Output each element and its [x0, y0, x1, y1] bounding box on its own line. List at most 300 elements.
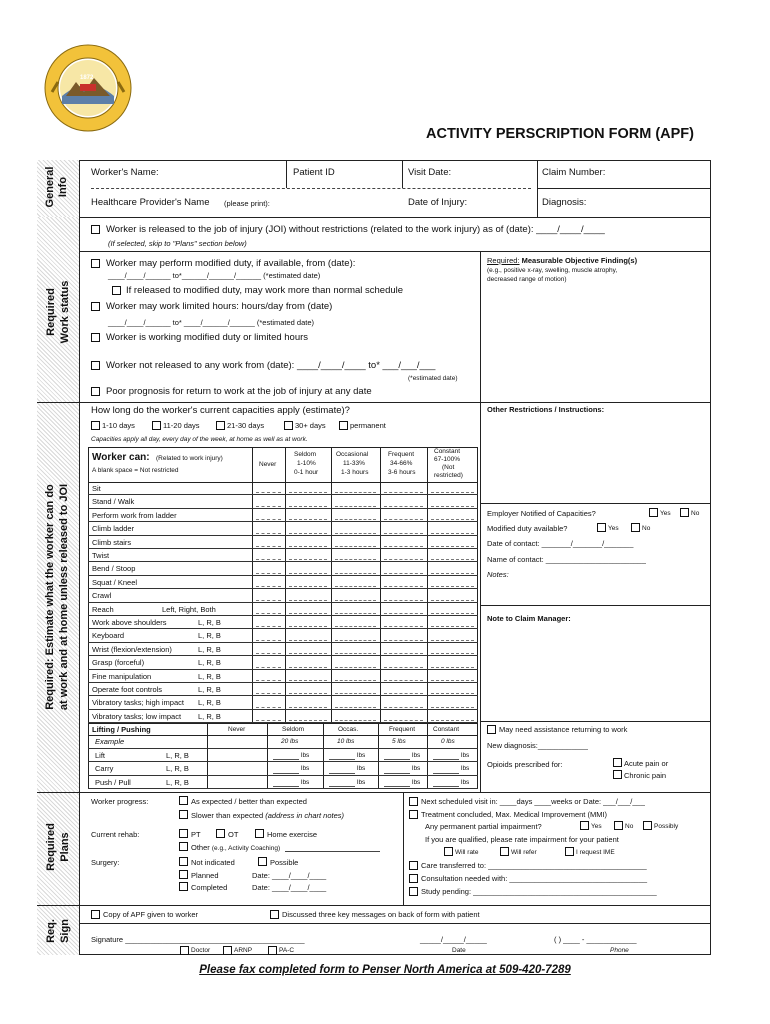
col-seldom-1: Seldom — [294, 451, 317, 458]
lifting-unit: lbs — [412, 751, 421, 759]
capacity-cell[interactable] — [256, 533, 281, 534]
lifting-side: L, R, B — [166, 764, 189, 773]
employer-notified-yes: Yes — [660, 510, 671, 517]
capacity-cell[interactable] — [289, 506, 327, 507]
activity-side: L, R, B — [198, 618, 221, 627]
lifting-weight-field[interactable] — [384, 759, 410, 760]
capacity-cell[interactable] — [384, 519, 423, 520]
capacity-cell[interactable] — [431, 720, 474, 721]
phone-label: Phone — [610, 947, 629, 954]
modified-available-label: Modified duty available? — [487, 524, 568, 533]
capacity-cell[interactable] — [384, 586, 423, 587]
capacity-cell[interactable] — [256, 707, 281, 708]
ppi-possibly: Possibly — [654, 823, 679, 830]
may-need-assistance-text: May need assistance returning to work — [499, 725, 628, 734]
poor-prognosis-text: Poor prognosis for return to work at the job of injury at any date — [106, 386, 372, 397]
will-refer-checkbox[interactable] — [500, 847, 509, 856]
signature-field[interactable]: Signature ___________________________________________ — [91, 935, 305, 944]
lifting-weight-field[interactable] — [433, 759, 459, 760]
col-frequent-3: 3-6 hours — [388, 469, 416, 476]
col-occasional-3: 1-3 hours — [341, 469, 369, 476]
side-band-work-status — [37, 217, 80, 402]
activity-label: Keyboard — [92, 631, 125, 641]
side-band-plans — [37, 792, 80, 905]
capacity-cell[interactable] — [289, 559, 327, 560]
capacity-cell[interactable] — [384, 640, 423, 641]
side-label-work-status-2: Work status — [59, 280, 71, 344]
col-occasional-1: Occasional — [336, 451, 369, 458]
capacity-cell[interactable] — [289, 573, 327, 574]
request-ime-checkbox[interactable] — [565, 847, 574, 856]
home-exercise-label: Home exercise — [267, 830, 318, 839]
employer-notified-label: Employer Notified of Capacities? — [487, 509, 596, 518]
study-pending-text[interactable]: Study pending: ____________________________________________ — [421, 887, 657, 896]
capacity-cell[interactable] — [431, 506, 474, 507]
col-constant-4: restricted) — [434, 472, 463, 479]
capacity-cell[interactable] — [289, 693, 327, 694]
lifting-unit: lbs — [412, 778, 421, 786]
working-modified-checkbox[interactable] — [91, 333, 100, 342]
capacity-cell[interactable] — [431, 573, 474, 574]
capacity-cell[interactable] — [289, 600, 327, 601]
poor-prognosis-checkbox[interactable] — [91, 387, 100, 396]
released-text: Worker is released to the job of injury (JOI) without restrictions (related to the work injury) as of (date): ____/____/____ — [106, 224, 605, 235]
capacity-cell[interactable] — [384, 693, 423, 694]
planned-date[interactable]: Date: ____/____/____ — [252, 871, 327, 880]
capacity-cell[interactable] — [256, 720, 281, 721]
capacity-cell[interactable] — [384, 492, 423, 493]
worker-can-note: (Related to work injury) — [156, 455, 223, 462]
capacity-cell[interactable] — [431, 613, 474, 614]
completed-date[interactable]: Date: ____/____/____ — [252, 883, 327, 892]
capacity-cell[interactable] — [384, 626, 423, 627]
employer-notified-no-checkbox[interactable] — [680, 508, 689, 517]
workers-name-field[interactable] — [91, 188, 531, 189]
capacity-cell[interactable] — [335, 640, 376, 641]
colville-tribes-seal-logo — [44, 44, 132, 132]
lifting-weight-field[interactable] — [384, 773, 410, 774]
other-rehab-checkbox[interactable] — [179, 842, 188, 851]
doctor-label: Doctor — [191, 947, 211, 954]
completed-label: Completed — [191, 883, 228, 892]
capacity-cell[interactable] — [431, 626, 474, 627]
capacity-cell[interactable] — [384, 600, 423, 601]
capacity-cell[interactable] — [431, 519, 474, 520]
duration-permanent-checkbox[interactable] — [339, 421, 348, 430]
chronic-pain-label: Chronic pain — [624, 771, 667, 780]
capacity-cell[interactable] — [431, 600, 474, 601]
capacity-cell[interactable] — [256, 492, 281, 493]
worker-can-label: Worker can: — [92, 452, 150, 463]
ppi-yes-checkbox[interactable] — [580, 821, 589, 830]
capacity-cell[interactable] — [431, 492, 474, 493]
lifting-weight-field[interactable] — [329, 773, 355, 774]
capacity-cell[interactable] — [384, 720, 423, 721]
col-seldom-3: 0-1 hour — [294, 469, 319, 476]
activity-label: Fine manipulation — [92, 671, 152, 681]
modified-available-yes-checkbox[interactable] — [597, 523, 606, 532]
activity-side: L, R, B — [198, 671, 221, 681]
workers-name-label: Worker's Name: — [91, 167, 159, 178]
date-of-contact-field[interactable]: Date of contact: _______/_______/_______ — [487, 539, 634, 548]
qualifies-note: If you are qualified, please rate impairment for your patient — [425, 835, 619, 844]
lifting-weight-field[interactable] — [433, 786, 459, 787]
capacity-cell[interactable] — [431, 693, 474, 694]
duration-1-10-checkbox[interactable] — [91, 421, 100, 430]
employer-notified-yes-checkbox[interactable] — [649, 508, 658, 517]
activity-label: Vibratory tasks; low impact — [92, 711, 182, 721]
capacity-cell[interactable] — [335, 667, 376, 668]
capacity-cell[interactable] — [289, 680, 327, 681]
capacity-cell[interactable] — [289, 519, 327, 520]
capacity-cell[interactable] — [431, 640, 474, 641]
lifting-unit: lbs — [461, 751, 470, 759]
opioids-label: Opioids prescribed for: — [487, 760, 563, 769]
released-checkbox[interactable] — [91, 225, 100, 234]
as-expected-label: As expected / better than expected — [191, 797, 307, 806]
capacity-cell[interactable] — [289, 720, 327, 721]
activity-label: Work above shoulders — [92, 618, 167, 627]
lifting-col-seldom: Seldom — [282, 726, 305, 733]
side-label-capacities-2: at work and at home unless released to JOI — [58, 483, 70, 711]
lifting-unit: lbs — [301, 751, 310, 759]
claim-number-label: Claim Number: — [542, 167, 606, 178]
capacity-cell[interactable] — [335, 680, 376, 681]
lifting-weight-field[interactable] — [273, 773, 299, 774]
capacity-cell[interactable] — [289, 586, 327, 587]
consultation-text[interactable]: Consultation needed with: _________________________________ — [421, 874, 648, 883]
as-expected-checkbox[interactable] — [179, 796, 188, 805]
capacity-cell[interactable] — [289, 546, 327, 547]
capacity-cell[interactable] — [384, 653, 423, 654]
consultation-checkbox[interactable] — [409, 874, 418, 883]
lifting-unit: lbs — [357, 765, 366, 772]
slower-note: (address in chart notes) — [265, 811, 345, 820]
capacity-cell[interactable] — [256, 667, 281, 668]
other-rehab-field[interactable] — [285, 851, 380, 852]
capacity-cell[interactable] — [335, 626, 376, 627]
capacity-cell[interactable] — [335, 519, 376, 520]
activity-side: L, R, B — [198, 644, 221, 654]
col-seldom-2: 1-10% — [297, 460, 316, 467]
care-transferred-checkbox[interactable] — [409, 861, 418, 870]
capacity-cell[interactable] — [384, 533, 423, 534]
lifting-weight-field[interactable] — [433, 773, 459, 774]
duration-30plus-label: 30+ days — [295, 421, 326, 430]
home-exercise-checkbox[interactable] — [255, 829, 264, 838]
capacity-cell[interactable] — [335, 693, 376, 694]
ppi-possibly-checkbox[interactable] — [643, 821, 652, 830]
side-band-sign — [37, 905, 80, 955]
name-of-contact-field[interactable]: Name of contact: ________________________ — [487, 555, 646, 564]
modified-available-yes: Yes — [608, 525, 619, 532]
activity-side: Left, Right, Both — [162, 604, 216, 614]
not-indicated-label: Not indicated — [191, 858, 235, 867]
capacity-cell[interactable] — [384, 707, 423, 708]
lifting-unit: lbs — [301, 765, 310, 772]
other-rehab-note: (e.g., Activity Coaching) — [211, 845, 281, 852]
lifting-col-constant: Constant — [433, 726, 460, 733]
lifting-label: Push / Pull — [95, 777, 131, 787]
capacity-cell[interactable] — [256, 546, 281, 547]
pt-checkbox[interactable] — [179, 829, 188, 838]
duration-11-20-label: 11-20 days — [163, 421, 200, 430]
request-ime-label: I request IME — [576, 849, 615, 856]
next-visit-checkbox[interactable] — [409, 797, 418, 806]
modified-duty-sub-checkbox[interactable] — [112, 286, 121, 295]
capacity-cell[interactable] — [384, 573, 423, 574]
other-restrictions-label: Other Restrictions / Instructions: — [487, 405, 605, 414]
capacity-cell[interactable] — [431, 559, 474, 560]
capacity-cell[interactable] — [384, 680, 423, 681]
lifting-unit: lbs — [461, 765, 470, 772]
capacity-cell[interactable] — [256, 680, 281, 681]
capacity-cell[interactable] — [431, 653, 474, 654]
duration-1-10-label: 1-10 days — [102, 421, 135, 430]
capacity-cell[interactable] — [256, 519, 281, 520]
date-of-injury-label: Date of Injury: — [408, 197, 468, 208]
capacity-cell[interactable] — [256, 573, 281, 574]
side-label-general-1: General — [44, 166, 56, 208]
capacity-cell[interactable] — [289, 492, 327, 493]
lifting-side: L, R, B — [166, 777, 189, 787]
lifting-unit: lbs — [357, 751, 366, 759]
capacity-cell[interactable] — [431, 680, 474, 681]
activity-label: Crawl — [92, 591, 112, 601]
discussed-checkbox[interactable] — [270, 910, 279, 919]
capacity-cell[interactable] — [335, 613, 376, 614]
patient-id-label: Patient ID — [293, 167, 335, 178]
duration-11-20-checkbox[interactable] — [152, 421, 161, 430]
arnp-label: ARNP — [234, 947, 253, 954]
planned-checkbox[interactable] — [179, 870, 188, 879]
capacity-cell[interactable] — [335, 586, 376, 587]
capacity-cell[interactable] — [335, 653, 376, 654]
fax-instruction: Please fax completed form to Penser North America at 509-420-7289 — [199, 964, 571, 976]
lifting-header-label: Lifting / Pushing — [92, 725, 151, 734]
side-label-plans-1: Required — [45, 823, 57, 871]
capacity-cell[interactable] — [256, 626, 281, 627]
possible-surgery-label: Possible — [270, 858, 299, 867]
required-text: Measurable Objective Finding(s) — [521, 256, 638, 265]
ppi-question: Any permanent partial impairment? — [425, 822, 542, 831]
treatment-concluded-text: Treatment concluded, Max. Medical Improvement (MMI) — [421, 810, 608, 819]
will-rate-checkbox[interactable] — [444, 847, 453, 856]
capacity-cell[interactable] — [384, 613, 423, 614]
provider-name-note: (please print): — [224, 199, 270, 208]
surgery-label: Surgery: — [91, 858, 120, 867]
modified-duty-text: Worker may perform modified duty, if available, from (date): — [106, 258, 356, 269]
capacity-cell[interactable] — [431, 586, 474, 587]
care-transferred-text[interactable]: Care transferred to: ______________________________________ — [421, 861, 647, 870]
activity-side: L, R, B — [198, 711, 221, 721]
capacity-cell[interactable] — [335, 492, 376, 493]
ppi-no-checkbox[interactable] — [614, 821, 623, 830]
duration-30plus-checkbox[interactable] — [284, 421, 293, 430]
duration-permanent-label: permanent — [350, 421, 386, 430]
lifting-weight-field[interactable] — [329, 759, 355, 760]
col-occasional-2: 11-33% — [343, 460, 365, 467]
provider-name-label: Healthcare Provider's Name — [91, 197, 210, 208]
treatment-concluded-checkbox[interactable] — [409, 810, 418, 819]
capacity-cell[interactable] — [256, 600, 281, 601]
capacity-cell[interactable] — [256, 559, 281, 560]
side-band-capacities — [37, 402, 80, 792]
possible-surgery-checkbox[interactable] — [258, 857, 267, 866]
activity-side: L, R, B — [198, 685, 221, 694]
lifting-unit: lbs — [301, 778, 310, 786]
completed-checkbox[interactable] — [179, 882, 188, 891]
side-label-sign-1: Req. — [45, 919, 57, 943]
capacity-cell[interactable] — [256, 613, 281, 614]
lifting-weight-field[interactable] — [329, 786, 355, 787]
activity-label: Grasp (forceful) — [92, 658, 145, 668]
planned-label: Planned — [191, 871, 219, 880]
acute-pain-label: Acute pain or — [624, 759, 669, 768]
modified-duty-dates[interactable]: ____/____/______ to*______/______/______ (*estimated date) — [108, 271, 321, 280]
date-field[interactable]: _____/_____/_____ — [420, 935, 487, 944]
not-indicated-checkbox[interactable] — [179, 857, 188, 866]
diagnosis-label: Diagnosis: — [542, 197, 587, 208]
capacity-cell[interactable] — [256, 653, 281, 654]
capacity-cell[interactable] — [431, 707, 474, 708]
ppi-yes: Yes — [591, 823, 602, 830]
limited-hours-text: Worker may work limited hours: hours/day from (date) — [106, 301, 333, 312]
activity-label: Perform work from ladder — [92, 510, 177, 520]
will-refer-label: Will refer — [511, 849, 537, 856]
copy-given-checkbox[interactable] — [91, 910, 100, 919]
required-example: (e.g., positive x-ray, swelling, muscle atrophy, — [487, 267, 618, 274]
capacity-cell[interactable] — [335, 573, 376, 574]
phone-field[interactable]: ( ) ____ - ____________ — [554, 935, 637, 944]
ot-label: OT — [228, 830, 239, 839]
activity-label: Sit — [92, 484, 101, 493]
lifting-col-never: Never — [228, 726, 246, 733]
side-band-general — [37, 160, 80, 217]
slower-checkbox[interactable] — [179, 810, 188, 819]
note-claim-manager-label: Note to Claim Manager: — [487, 614, 571, 623]
capacity-cell[interactable] — [289, 640, 327, 641]
capacity-cell[interactable] — [335, 533, 376, 534]
lifting-unit: lbs — [357, 778, 366, 786]
lifting-weight-field[interactable] — [273, 786, 299, 787]
lifting-col-frequent: Frequent — [389, 726, 416, 733]
capacity-cell[interactable] — [335, 559, 376, 560]
form-title: ACTIVITY PERSCRIPTION FORM (APF) — [426, 126, 694, 142]
not-released-checkbox[interactable] — [91, 361, 100, 370]
capacity-cell[interactable] — [384, 559, 423, 560]
col-constant-3: (Not — [442, 464, 455, 471]
lifting-weight-field[interactable] — [273, 759, 299, 760]
lifting-example-value: 20 lbs — [281, 738, 299, 745]
arnp-checkbox[interactable] — [223, 946, 232, 955]
blank-note: A blank space = Not restricted — [92, 467, 179, 474]
not-released-text: Worker not released to any work from (date): ____/____/____ to* ___/___/___ — [106, 360, 436, 371]
chronic-pain-checkbox[interactable] — [613, 770, 622, 779]
activity-label: Wrist (flexion/extension) — [92, 644, 172, 654]
modified-duty-checkbox[interactable] — [91, 259, 100, 268]
worker-progress-label: Worker progress: — [91, 797, 149, 806]
study-pending-checkbox[interactable] — [409, 887, 418, 896]
pt-label: PT — [191, 830, 201, 839]
next-visit-text: Next scheduled visit in: ____days ____weeks or Date: ___/___/___ — [421, 797, 645, 806]
capacity-cell[interactable] — [256, 506, 281, 507]
capacity-cell[interactable] — [335, 546, 376, 547]
capacity-cell[interactable] — [289, 613, 327, 614]
modified-available-no: No — [642, 525, 651, 532]
capacity-cell[interactable] — [256, 693, 281, 694]
capacity-cell[interactable] — [431, 546, 474, 547]
side-label-general-2: Info — [57, 176, 69, 198]
released-note: (If selected, skip to "Plans" section below) — [108, 239, 247, 248]
activity-label: Bend / Stoop — [92, 564, 136, 574]
ppi-no: No — [625, 823, 634, 830]
activity-label: Vibratory tasks; high impact — [92, 698, 184, 708]
lifting-example-value: 5 lbs — [392, 738, 406, 745]
new-diagnosis-field[interactable]: New diagnosis:____________ — [487, 741, 588, 750]
not-released-note: (*estimated date) — [408, 375, 458, 382]
col-constant-1: Constant — [434, 448, 461, 455]
capacity-cell[interactable] — [335, 707, 376, 708]
lifting-weight-field[interactable] — [384, 786, 410, 787]
capacity-cell[interactable] — [289, 667, 327, 668]
required-example-2: decreased range of motion) — [487, 276, 567, 283]
activity-label: Climb stairs — [92, 537, 132, 547]
capacity-cell[interactable] — [431, 667, 474, 668]
capacity-cell[interactable] — [335, 600, 376, 601]
col-frequent-1: Frequent — [388, 451, 415, 458]
capacity-cell[interactable] — [384, 506, 423, 507]
capacity-cell[interactable] — [384, 667, 423, 668]
copy-given-label: Copy of APF given to worker — [103, 910, 199, 919]
capacity-cell[interactable] — [335, 720, 376, 721]
acute-pain-checkbox[interactable] — [613, 758, 622, 767]
lifting-label: Carry — [95, 764, 114, 773]
side-label-capacities-1: Required: Estimate what the worker can do — [44, 484, 56, 710]
capacity-cell[interactable] — [256, 586, 281, 587]
activity-label: Reach — [92, 604, 114, 614]
capacity-cell[interactable] — [289, 533, 327, 534]
side-label-work-status-1: Required — [45, 288, 57, 336]
how-long-question: How long do the worker's current capacities apply (estimate)? — [91, 405, 350, 416]
col-constant-2: 67-100% — [434, 456, 461, 463]
duration-21-30-label: 21-30 days — [227, 421, 265, 430]
activity-label: Stand / Walk — [92, 497, 135, 507]
capacity-cell[interactable] — [289, 707, 327, 708]
limited-hours-dates[interactable]: ____/____/______ to* ____/______/______ (*estimated date) — [108, 318, 315, 327]
may-need-assistance-checkbox[interactable] — [487, 725, 496, 734]
capacity-cell[interactable] — [289, 626, 327, 627]
lifting-example-value: 0 lbs — [441, 738, 455, 745]
capacity-cell[interactable] — [335, 506, 376, 507]
current-rehab-label: Current rehab: — [91, 830, 140, 839]
doctor-checkbox[interactable] — [180, 946, 189, 955]
capacity-cell[interactable] — [384, 546, 423, 547]
limited-hours-checkbox[interactable] — [91, 302, 100, 311]
capacity-cell[interactable] — [289, 653, 327, 654]
lifting-unit: lbs — [412, 765, 421, 772]
lifting-unit: lbs — [461, 778, 470, 786]
ot-checkbox[interactable] — [216, 829, 225, 838]
capacity-cell[interactable] — [431, 533, 474, 534]
modified-available-no-checkbox[interactable] — [631, 523, 640, 532]
pa-c-checkbox[interactable] — [268, 946, 277, 955]
activity-label: Operate foot controls — [92, 685, 163, 694]
employer-notified-no: No — [691, 510, 700, 517]
logo-year: 1872 — [80, 75, 94, 81]
capacity-cell[interactable] — [256, 640, 281, 641]
duration-21-30-checkbox[interactable] — [216, 421, 225, 430]
